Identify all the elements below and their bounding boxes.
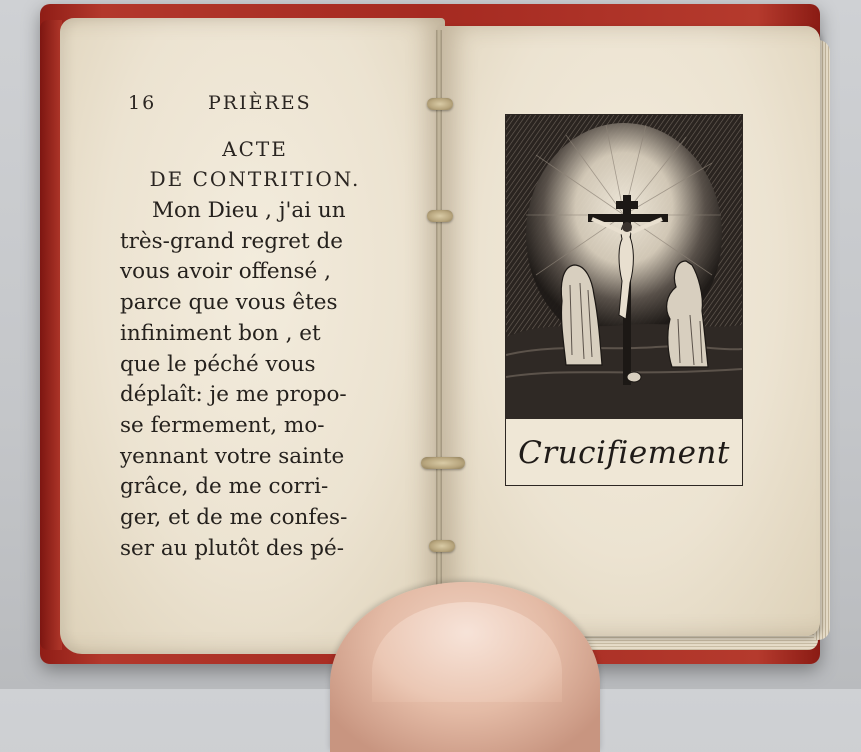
binding-stitch — [421, 457, 465, 469]
prayer-line: déplaît: je me propo- — [120, 382, 347, 408]
prayer-line: infiniment bon , et — [120, 320, 321, 346]
prayer-heading-line-1: ACTE — [222, 137, 288, 161]
prayer-line: yennant votre sainte — [120, 443, 345, 469]
crucifixion-engraving — [506, 115, 742, 419]
prayer-line: vous avoir offensé , — [120, 259, 331, 285]
binding-stitch — [429, 540, 455, 552]
prayer-line: Mon Dieu , j'ai un — [152, 198, 346, 223]
binding-stitch — [427, 98, 453, 110]
prayer-line: parce que vous êtes — [120, 290, 338, 316]
prayer-heading-line-2: DE CONTRITION. — [149, 167, 361, 191]
prayer-line: que le péché vous — [120, 351, 316, 377]
prayer-line: grâce, de me corri- — [120, 474, 329, 500]
running-head: PRIÈRES — [208, 92, 312, 114]
prayer-line: ser au plutôt des pé- — [120, 535, 345, 561]
illustration-caption: Crucifiement — [518, 435, 730, 471]
prayer-body — [120, 196, 400, 564]
page-header — [128, 92, 388, 118]
page-number: 16 — [128, 92, 157, 114]
prayer-line: très-grand regret de — [120, 228, 343, 254]
prayer-line: se fermement, mo- — [120, 412, 325, 438]
binding-stitch — [427, 210, 453, 222]
prayer-line: ger, et de me confes- — [120, 505, 348, 531]
book-spine-edge — [40, 20, 62, 650]
